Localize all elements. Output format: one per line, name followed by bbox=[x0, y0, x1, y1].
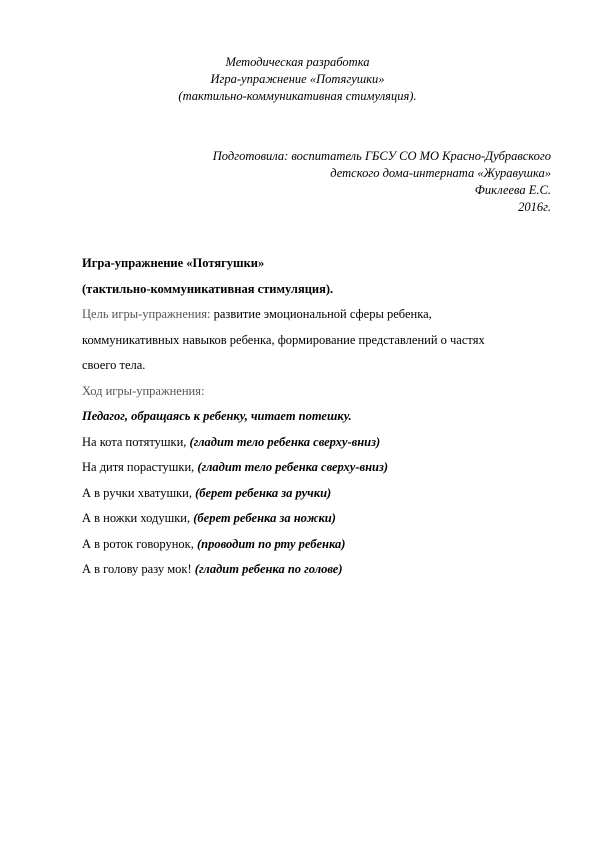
section-title: Игра-упражнение «Потягушки» bbox=[82, 256, 265, 270]
header-line-1: Методическая разработка bbox=[225, 55, 370, 69]
author-line-2: детского дома-интерната «Журавушка» bbox=[330, 166, 551, 180]
verse-text: А в ножки ходушки, bbox=[82, 511, 194, 525]
goal-line-2: коммуникативных навыков ребенка, формирование представлений о частях bbox=[82, 332, 485, 347]
goal-text-1: развитие эмоциональной сферы ребенка, bbox=[213, 307, 432, 321]
verse-text: А в ручки хватушки, bbox=[82, 485, 196, 500]
verse-action: (берет ребенка за ножки) bbox=[193, 511, 336, 525]
author-block bbox=[131, 148, 551, 216]
author-line-1: Подготовила: воспитатель ГБСУ СО МО Красно-Дубравского bbox=[212, 149, 551, 163]
intro-line: Педагог, обращаясь к ребенку, читает потешку. bbox=[82, 409, 352, 423]
verse-action: (гладит тело ребенка сверху-вниз) bbox=[197, 460, 389, 474]
goal-line-3: своего тела. bbox=[82, 358, 146, 372]
verse-action: (гладит тело ребенка сверху-вниз) bbox=[189, 434, 381, 449]
header-line-2: Игра-упражнение «Потягушки» bbox=[210, 72, 385, 86]
verse-line bbox=[82, 435, 542, 461]
verse-line bbox=[82, 511, 542, 537]
verse-line bbox=[82, 486, 542, 512]
author-line-3: Фиклеева Е.С. bbox=[474, 183, 551, 197]
document-header bbox=[0, 54, 595, 105]
verse-text: А в голову разу мок! bbox=[82, 562, 195, 576]
goal-label: Цель игры-упражнения: bbox=[82, 307, 214, 321]
verse-action: (проводит по рту ребенка) bbox=[197, 536, 346, 551]
course-label: Ход игры-упражнения: bbox=[82, 383, 205, 398]
verse-line bbox=[82, 460, 542, 486]
verse-line bbox=[82, 537, 542, 563]
header-line-3: (тактильно-коммуникативная стимуляция). bbox=[178, 89, 417, 103]
goal-line-1 bbox=[82, 307, 542, 333]
section-subtitle: (тактильно-коммуникативная стимуляция). bbox=[82, 281, 334, 296]
verse-text: А в роток говорунок, bbox=[82, 536, 197, 551]
verse-text: На кота потятушки, bbox=[82, 434, 190, 449]
verse-action: (гладит ребенка по голове) bbox=[194, 562, 343, 576]
verse-action: (берет ребенка за ручки) bbox=[195, 485, 332, 500]
author-line-4: 2016г. bbox=[518, 200, 551, 214]
verse-line bbox=[82, 562, 542, 588]
document-body bbox=[82, 256, 542, 588]
verse-text: На дитя порастушки, bbox=[82, 460, 198, 474]
